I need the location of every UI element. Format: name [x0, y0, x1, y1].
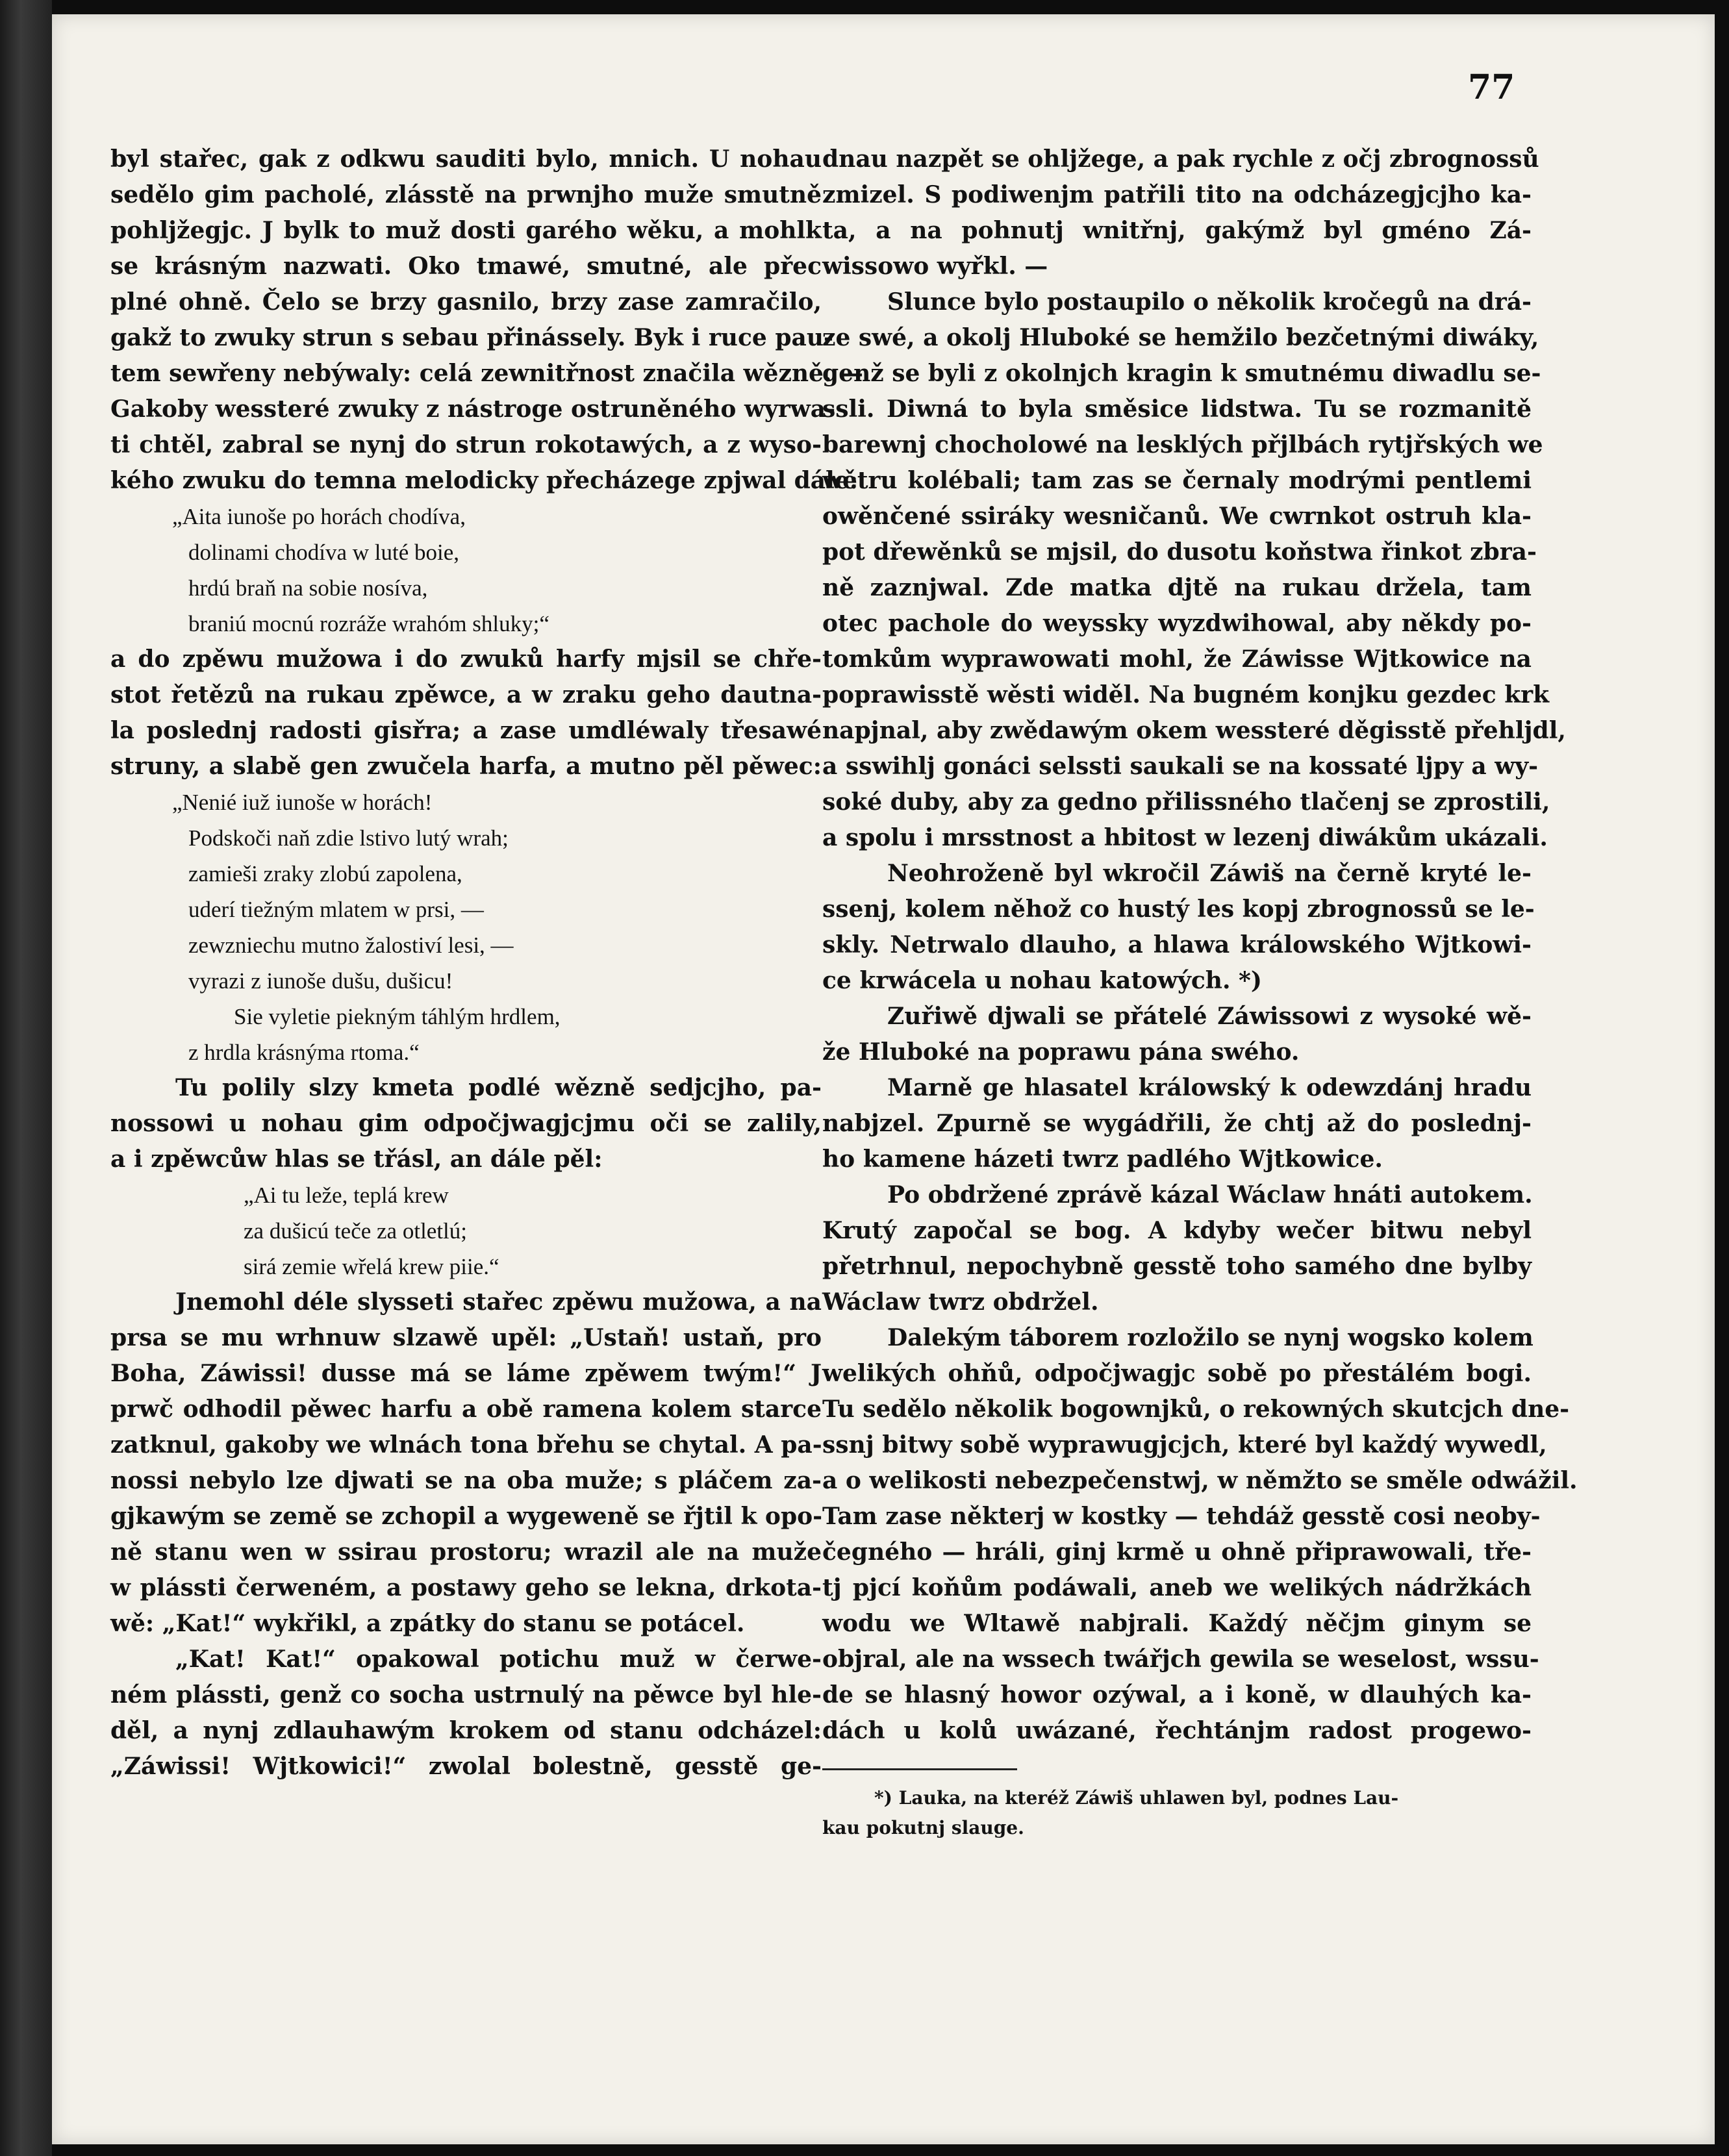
text-line: Tu sedělo několik bogownjků, o rekowných skutcjch dne-: [822, 1396, 1570, 1423]
verse-line: za dušicú teče za otletlú;: [244, 1218, 468, 1244]
book-page: [52, 14, 1715, 2144]
text-line: nossowi u nohau gim odpočjwagjcjmu oči se zalily,: [110, 1110, 822, 1137]
verse-line: Sie vyletie piekným táhlým hrdlem,: [234, 1004, 561, 1029]
text-line: Jnemohl déle slysseti stařec zpěwu mužowa, a na: [175, 1288, 822, 1316]
text-line: kého zwuku do temna melodicky přecházege zpjwal dále:: [110, 467, 858, 494]
text-line: zatknul, gakoby we wlnách tona břehu se chytal. A pa-: [110, 1431, 822, 1459]
verse-line: z hrdla krásnýma rtoma.“: [188, 1040, 420, 1065]
text-line: nabjzel. Zpurně se wygádřili, že chtj až do poslednj-: [822, 1110, 1532, 1137]
paragraph-2: [110, 642, 822, 784]
text-line: prwč odhodil pěwec harfu a obě ramena kolem starce: [110, 1396, 822, 1423]
text-line: že Hluboké na poprawu pána swého.: [822, 1038, 1300, 1066]
text-line: wodu we Wltawě nabjrali. Každý něčjm ginym se: [822, 1610, 1532, 1637]
text-line: objral, ale na wssech twářjch gewila se weselost, wssu-: [822, 1646, 1539, 1673]
text-line: genž se byli z okolnjch kragin k smutnému diwadlu se-: [822, 360, 1541, 387]
text-line: přetrhnul, nepochybně gesstě toho samého dne bylby: [822, 1253, 1532, 1280]
text-line: čegného — hráli, ginj krmě u ohně připrawowali, tře-: [822, 1538, 1532, 1566]
text-line: ném plássti, genž co socha ustrnulý na pěwce byl hle-: [110, 1681, 822, 1709]
paragraph-1: [822, 142, 1539, 284]
text-line: a i zpěwcůw hlas se třásl, an dále pěl:: [110, 1146, 603, 1173]
verse-1: [110, 499, 822, 642]
text-line: Krutý započal se bog. A kdyby wečer bitwu nebyl: [822, 1217, 1532, 1244]
verse-line: braniú mocnú rozráže wrahóm shluky;“: [188, 611, 549, 636]
text-line: soké duby, aby za gedno přilissného tlačenj se zprostili,: [822, 788, 1550, 816]
text-line: ce krwácela u nohau katowých. *): [822, 967, 1262, 994]
paragraph-3: [822, 856, 1535, 999]
text-line: dách u kolů uwázané, řechtánjm radost progewo-: [822, 1717, 1532, 1744]
text-line: la poslednj radosti gisřra; a zase umdléwaly třesawé: [110, 717, 822, 744]
text-line: Gakoby wessteré zwuky z nástroge ostruněného wyrwa-: [110, 395, 836, 423]
text-line: ze swé, a okolj Hluboké se hemžilo bezčetnými diwáky,: [822, 324, 1539, 351]
paragraph-2: [822, 284, 1566, 856]
text-line: wětru kolébali; tam zas se černaly modrými pentlemi: [822, 467, 1532, 494]
verse-line: uderí tiežným mlatem w prsi, —: [188, 897, 484, 922]
verse-line: hrdú braň na sobie nosíva,: [188, 575, 428, 601]
verse-line: „Ai tu leže, teplá krew: [244, 1183, 449, 1208]
text-line: welikých ohňů, odpočjwagjc sobě po přestálém bogi.: [822, 1360, 1532, 1387]
text-line: Marně ge hlasatel králowský k odewzdánj hradu: [887, 1074, 1532, 1101]
text-line: „Kat! Kat!“ opakowal potichu muž w čerwe-: [175, 1646, 822, 1673]
text-line: poprawisstě wěsti widěl. Na bugném konjku gezdec krk: [822, 681, 1550, 708]
footnote-line: kau pokutnj slauge.: [822, 1817, 1024, 1838]
text-line: Tam zase některj w kostky — tehdáž gesstě cosi neoby-: [822, 1503, 1541, 1530]
verse-line: „Nenié iuž iunoše w horách!: [172, 790, 433, 815]
left-column: [110, 142, 864, 1785]
text-line: ta, a na pohnutj wnitřnj, gakýmž byl gméno Zá-: [822, 217, 1532, 244]
text-line: a sswihlj gonáci selssti saukali se na kossaté ljpy a wy-: [822, 753, 1539, 780]
text-line: wě: „Kat!“ wykřikl, a zpátky do stanu se potácel.: [110, 1610, 745, 1637]
text-line: wissowo wyřkl. —: [822, 253, 1048, 280]
paragraph-5: [110, 1642, 822, 1785]
footnote-divider: [822, 1768, 1017, 1770]
verse-line: Podskoči naň zdie lstivo lutý wrah;: [188, 825, 509, 851]
text-line: a do zpěwu mužowa i do zwuků harfy mjsil se chře-: [110, 646, 822, 673]
text-line: ho kamene házeti twrz padlého Wjtkowice.: [822, 1146, 1383, 1173]
footnote-line: *) Lauka, na kteréž Záwiš uhlawen byl, podnes Lau-: [874, 1787, 1399, 1809]
text-line: dnau nazpět se ohljžege, a pak rychle z očj zbrognossů: [822, 145, 1539, 173]
text-line: tem sewřeny nebýwaly: celá zewnitřnost značila wězně. —: [110, 360, 864, 387]
text-line: ti chtěl, zabral se nynj do strun rokotawých, a z wyso-: [110, 431, 822, 458]
text-line: Dalekým táborem rozložilo se nynj wogsko kolem: [887, 1324, 1533, 1351]
text-line: gjkawým se země se zchopil a wygeweně se řjtil k opo-: [110, 1503, 823, 1530]
paragraph-1: [110, 142, 864, 499]
text-line: prsa se mu wrhnuw slzawě upěl: „Ustaň! ustaň, pro: [110, 1324, 822, 1351]
footnote: [822, 1783, 1532, 1843]
text-line: Boha, Záwissi! dusse má se láme zpěwem twým!“ J: [110, 1360, 822, 1387]
text-line: owěnčené ssiráky wesničanů. We cwrnkot ostruh kla-: [822, 503, 1532, 530]
text-line: tj pjcí koňům podáwali, aneb we welikých nádržkách: [822, 1574, 1532, 1601]
verse-2: [110, 784, 822, 1070]
text-line: barewnj chocholowé na lesklých přjlbách rytjřských we: [822, 431, 1543, 458]
verse-line: zamieši zraky zlobú zapolena,: [188, 861, 462, 886]
text-line: „Záwissi! Wjtkowici!“ zwolal bolestně, gesstě ge-: [110, 1753, 822, 1780]
book-gutter: [0, 0, 52, 2156]
verse-line: dolinami chodíva w luté boie,: [188, 540, 459, 565]
text-line: ssli. Diwná to byla směsice lidstwa. Tu se rozmanitě: [822, 395, 1532, 423]
text-line: pot dřewěnků se mjsil, do dusotu koňstwa řinkot zbra-: [822, 538, 1537, 566]
text-line: napjnal, aby zwědawým okem wessteré děgisstě přehljdl,: [822, 717, 1566, 744]
verse-line: vyrazi z iunoše dušu, dušicu!: [188, 968, 453, 994]
text-line: zmizel. S podiwenjm patřili tito na odcházegjcjho ka-: [822, 181, 1532, 208]
text-line: byl stařec, gak z odkwu sauditi bylo, mnich. U nohau: [110, 145, 822, 173]
text-line: stot řetězů na rukau zpěwce, a w zraku geho dautna-: [110, 681, 822, 708]
verse-3: [110, 1177, 822, 1285]
text-line: gakž to zwuky strun s sebau přinássely. Byk i ruce pau-: [110, 324, 833, 351]
paragraph-6: [822, 1177, 1532, 1320]
right-column: [822, 142, 1578, 1843]
text-line: a spolu i mrsstnost a hbitost w lezenj diwákům ukázali.: [822, 824, 1548, 851]
text-line: tomkům wyprawowati mohl, že Záwisse Wjtkowice na: [822, 646, 1532, 673]
text-line: děl, a nynj zdlauhawým krokem od stanu odcházel:: [110, 1717, 822, 1744]
text-line: nossi nebylo lze djwati se na oba muže; s pláčem za-: [110, 1467, 822, 1494]
verse-line: „Aita iunoše po horách chodíva,: [172, 504, 466, 529]
text-line: struny, a slabě gen zwučela harfa, a mutno pěl pěwec:: [110, 753, 822, 780]
text-line: ssnj bitwy sobě wyprawugjcjch, které byl každý wywedl,: [822, 1431, 1547, 1459]
text-line: skly. Netrwalo dlauho, a hlawa králowského Wjtkowi-: [822, 931, 1532, 959]
paragraph-4: [110, 1285, 822, 1642]
text-line: de se hlasný howor ozýwal, a i koně, w dlauhých ka-: [822, 1681, 1532, 1709]
paragraph-3: [110, 1070, 822, 1177]
text-line: sedělo gim pacholé, zlásstě na prwnjho muže smutně: [110, 181, 822, 208]
paragraph-4: [822, 999, 1532, 1070]
text-line: a o welikosti nebezpečenstwj, w němžto se směle odwážil.: [822, 1467, 1578, 1494]
text-line: ně zaznjwal. Zde matka djtě na rukau držela, tam: [822, 574, 1532, 601]
verse-line: sirá zemie wřelá krew piie.“: [244, 1254, 499, 1279]
text-line: Zuřiwě djwali se přátelé Záwissowi z wysoké wě-: [887, 1003, 1532, 1030]
text-line: Neohroženě byl wkročil Záwiš na černě kryté le-: [887, 860, 1532, 887]
text-line: ně stanu wen w ssirau prostoru; wrazil ale na muže: [110, 1538, 822, 1566]
text-line: Slunce bylo postaupilo o několik kročegů na drá-: [887, 288, 1532, 316]
verse-line: zewzniechu mutno žalostiví lesi, —: [188, 933, 514, 958]
text-line: se krásným nazwati. Oko tmawé, smutné, ale přec: [110, 253, 822, 280]
text-line: ssenj, kolem něhož co hustý les kopj zbrognossů se le-: [822, 896, 1535, 923]
text-line: w plássti čerweném, a postawy geho se lekna, drkota-: [110, 1574, 822, 1601]
text-line: plné ohně. Čelo se brzy gasnilo, brzy zase zamračilo,: [110, 288, 822, 316]
text-line: Po obdržené zprávě kázal Wáclaw hnáti autokem.: [887, 1181, 1533, 1209]
text-line: pohljžegjc. J bylk to muž dosti garého wěku, a mohlk: [110, 217, 822, 244]
text-line: Tu polily slzy kmeta podlé wězně sedjcjho, pa-: [175, 1074, 822, 1101]
page-number: 77: [1468, 68, 1515, 107]
text-line: otec pachole do weyssky wyzdwihowal, aby někdy po-: [822, 610, 1532, 637]
paragraph-5: [822, 1070, 1532, 1177]
text-line: Wáclaw twrz obdržel.: [822, 1288, 1099, 1316]
paragraph-7: [822, 1320, 1578, 1749]
